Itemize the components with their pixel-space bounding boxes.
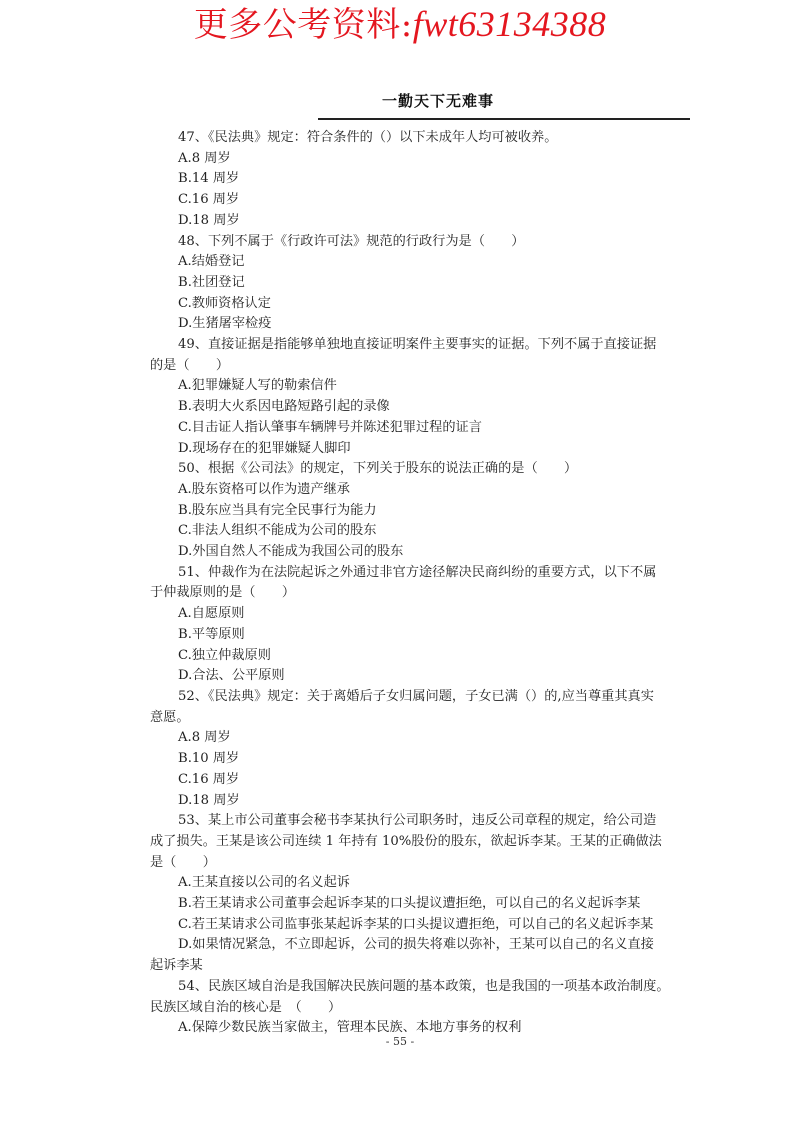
- answer-option: B.14 周岁: [178, 171, 240, 187]
- answer-option: B.平等原则: [178, 626, 245, 642]
- answer-option: A.犯罪嫌疑人写的勒索信件: [178, 378, 337, 394]
- question-stem: 52、《民法典》规定：关于离婚后子女归属问题，子女已满（）的,应当尊重其真实: [178, 688, 654, 704]
- answer-option: B.10 周岁: [178, 751, 240, 767]
- answer-option: D.外国自然人不能成为我国公司的股东: [178, 544, 404, 560]
- answer-option: A.股东资格可以作为遗产继承: [178, 481, 350, 497]
- banner-code: fwt63134388: [412, 4, 607, 44]
- question-stem: 49、直接证据是指能够单独地直接证明案件主要事实的证据。下列不属于直接证据: [178, 337, 657, 353]
- header-rule: [318, 118, 690, 120]
- question-stem-continued: 成了损失。王某是该公司连续 1 年持有 10%股份的股东，欲起诉李某。王某的正确做法: [150, 833, 662, 849]
- page-number: - 55 -: [385, 1035, 415, 1048]
- answer-option: C.独立仲裁原则: [178, 647, 271, 663]
- answer-option: B.表明大火系因电路短路引起的录像: [178, 399, 390, 415]
- answer-option: B.股东应当具有完全民事行为能力: [178, 502, 377, 518]
- question-stem: 51、仲裁作为在法院起诉之外通过非官方途径解决民商纠纷的重要方式，以下不属: [178, 564, 657, 580]
- answer-option: D.18 周岁: [178, 792, 240, 808]
- question-stem-continued: 的是（ ）: [150, 357, 230, 373]
- answer-option: B.社团登记: [178, 274, 245, 290]
- answer-option: C.目击证人指认肇事车辆牌号并陈述犯罪过程的证言: [178, 419, 482, 435]
- answer-option: A.保障少数民族当家做主，管理本民族、本地方事务的权利: [178, 1020, 522, 1036]
- question-stem-continued: 民族区域自治的核心是 （ ）: [150, 999, 342, 1015]
- answer-option: D.如果情况紧急，不立即起诉，公司的损失将难以弥补，王某可以自己的名义直接: [178, 937, 654, 953]
- question-stem-continued: 意愿。: [150, 709, 190, 725]
- answer-option: C.若王某请求公司监事张某起诉李某的口头提议遭拒绝，可以自己的名义起诉李某: [178, 916, 654, 932]
- answer-option: C.16 周岁: [178, 192, 240, 208]
- answer-option: D.现场存在的犯罪嫌疑人脚印: [178, 440, 351, 456]
- answer-option: A.王某直接以公司的名义起诉: [178, 875, 350, 891]
- watermark-banner: [0, 2, 800, 47]
- question-stem: 50、根据《公司法》的规定，下列关于股东的说法正确的是（ ）: [178, 461, 578, 477]
- answer-option: D.生猪屠宰检疫: [178, 316, 272, 332]
- header-title: 一勤天下无难事: [381, 92, 494, 110]
- question-stem: 53、某上市公司董事会秘书李某执行公司职务时，违反公司章程的规定，给公司造: [178, 813, 657, 829]
- answer-option: C.16 周岁: [178, 771, 240, 787]
- answer-option: D.18 周岁: [178, 212, 240, 228]
- answer-option: B.若王某请求公司董事会起诉李某的口头提议遭拒绝，可以自己的名义起诉李某: [178, 896, 641, 912]
- banner-text: 更多公考资料:: [193, 5, 413, 45]
- question-stem-continued: 于仲裁原则的是（ ）: [150, 585, 296, 601]
- question-stem-continued: 起诉李某: [150, 958, 203, 974]
- answer-option: A.8 周岁: [178, 730, 231, 746]
- answer-option: C.教师资格认定: [178, 295, 271, 311]
- question-stem: 54、民族区域自治是我国解决民族问题的基本政策，也是我国的一项基本政治制度。: [178, 978, 670, 994]
- answer-option: A.8 周岁: [178, 150, 231, 166]
- answer-option: A.结婚登记: [178, 254, 245, 270]
- answer-option: A.自愿原则: [178, 606, 245, 622]
- question-stem-continued: 是（ ）: [150, 854, 216, 870]
- question-stem: 47、《民法典》规定：符合条件的（）以下未成年人均可被收养。: [178, 130, 558, 145]
- answer-option: C.非法人组织不能成为公司的股东: [178, 523, 377, 539]
- question-content: [150, 128, 698, 1039]
- answer-option: D.合法、公平原则: [178, 668, 285, 684]
- question-stem: 48、下列不属于《行政许可法》规范的行政行为是（ ）: [178, 233, 525, 249]
